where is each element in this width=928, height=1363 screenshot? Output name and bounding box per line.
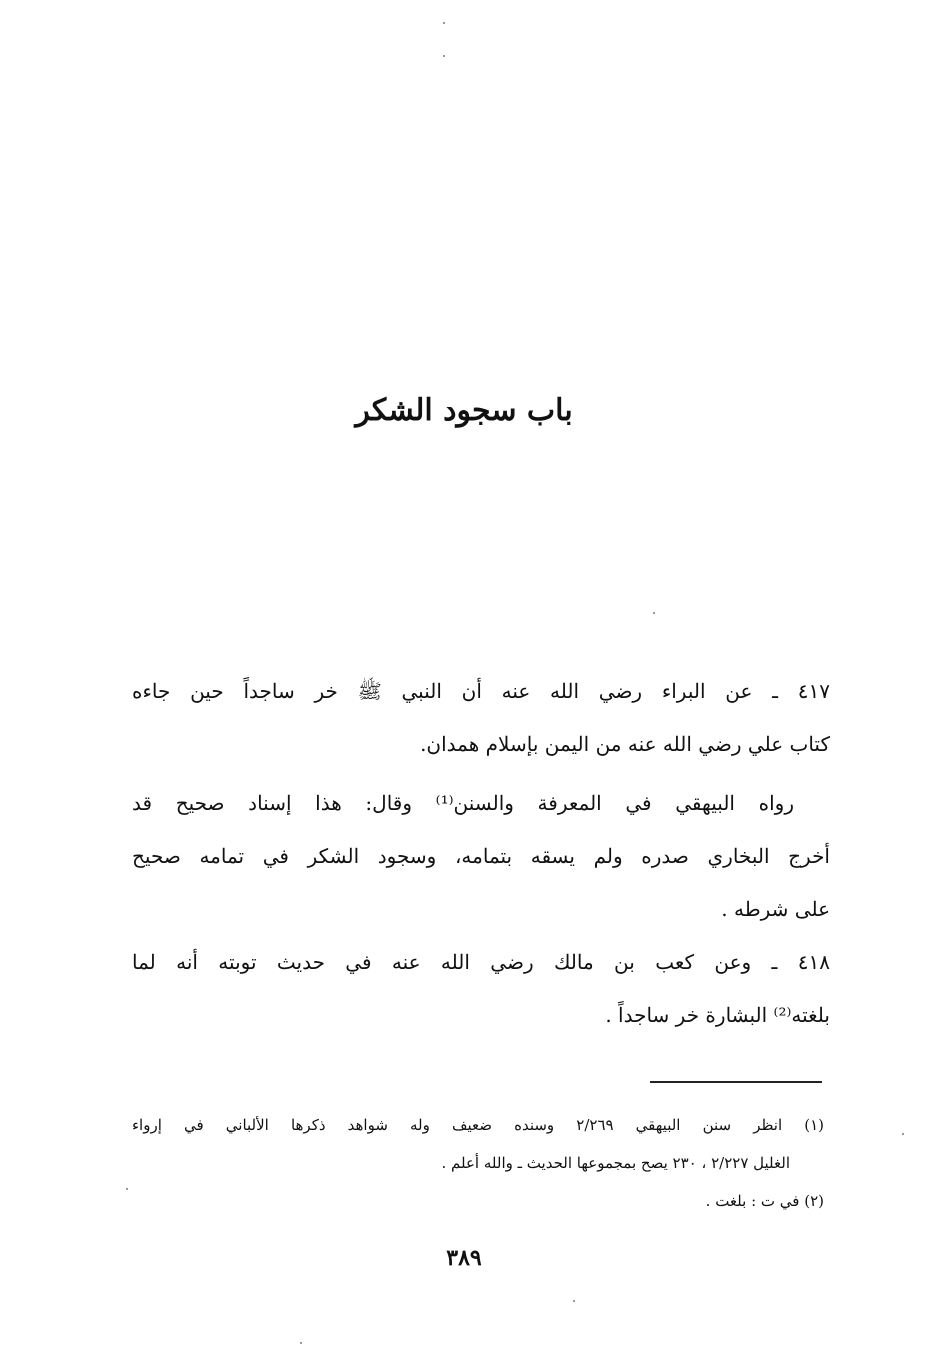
scan-speck [653,612,655,614]
hadith-417-line-1: ٤١٧ ـ عن البراء رضي الله عنه أن النبي ﷺ خر ساجداً حين جاءه [132,679,830,703]
riwaya-line-3: على شرطه . [721,897,830,921]
footnotes [132,1106,824,1220]
footnote-1-line-1: (١) انظر سنن البيهقي ٢/٢٦٩ وسنده ضعيف وله شواهد ذكرها الألباني في إرواء [132,1116,824,1134]
footnote-1-line-2: الغليل ٢/٢٢٧ ، ٢٣٠ يصح بمجموعها الحديث ـ والله أعلم . [441,1154,790,1172]
scan-speck [443,22,445,24]
scan-speck [902,1133,904,1135]
scan-speck [300,1342,302,1344]
hadith-418 [132,936,830,1042]
scan-speck [126,1188,128,1190]
scan-speck [573,1300,575,1302]
hadith-418-line-2: بلغته⁽²⁾ البشارة خر ساجداً . [605,1003,830,1027]
riwaya-line-1: رواه البيهقي في المعرفة والسنن⁽¹⁾ وقال: هذا إسناد صحيح قد [132,791,794,815]
footnote-divider [650,1081,822,1083]
riwaya-line-2: أخرج البخاري صدره ولم يسقه بتمامه، وسجود الشكر في تمامه صحيح [132,844,830,868]
chapter-title: باب سجود الشكر [355,393,573,428]
hadith-417 [132,665,830,771]
footnote-2: (٢) في ت : بلغت . [705,1192,824,1210]
hadith-418-line-1: ٤١٨ ـ وعن كعب بن مالك رضي الله عنه في حديث توبته أنه لما [132,950,830,974]
riwaya-paragraph [132,777,830,936]
scan-speck [443,55,445,57]
hadith-417-line-2: كتاب علي رضي الله عنه من اليمن بإسلام همدان. [420,732,830,756]
page-number: ٣٨٩ [446,1245,482,1271]
